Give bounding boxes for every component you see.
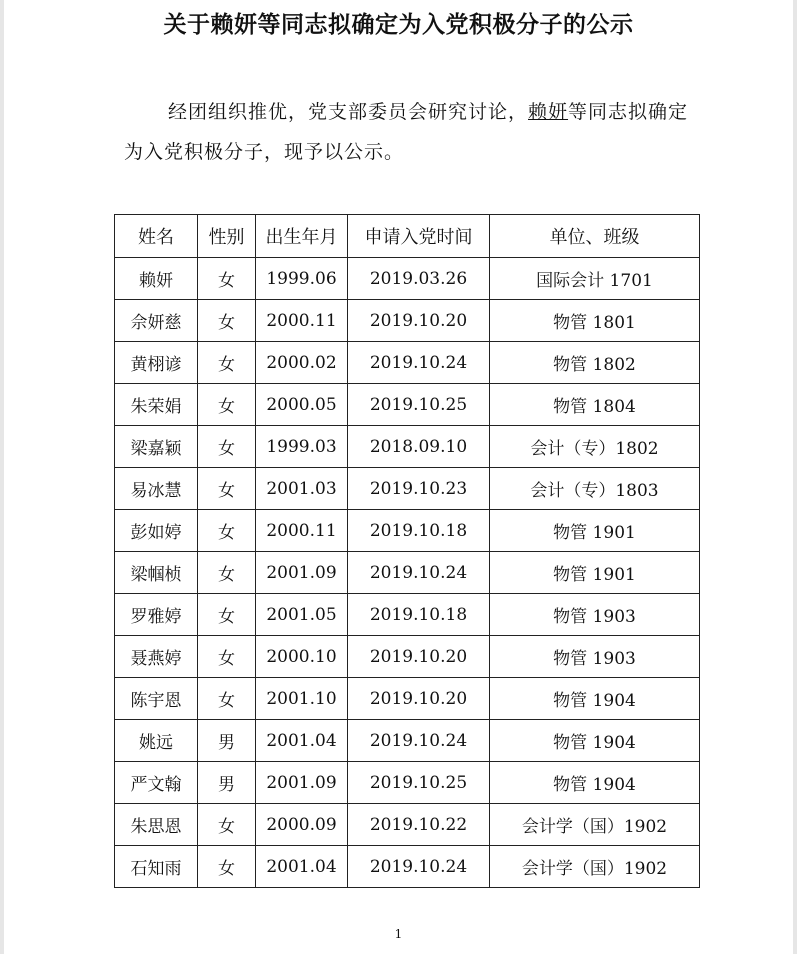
paragraph-underlined-name: 赖妍 [528, 101, 569, 123]
table-body [115, 258, 700, 888]
header-birth-date: 出生年月 [256, 215, 348, 258]
cell-unit-class: 物管 1901 [490, 552, 700, 594]
cell-application-date: 2019.10.20 [348, 300, 490, 342]
cell-name: 严文翰 [115, 762, 198, 804]
table-row [115, 846, 700, 888]
cell-unit-class: 物管 1801 [490, 300, 700, 342]
cell-gender: 女 [198, 510, 256, 552]
paragraph-text-before: 经团组织推优，党支部委员会研究讨论， [168, 101, 529, 123]
table-row [115, 636, 700, 678]
cell-application-date: 2018.09.10 [348, 426, 490, 468]
announcement-paragraph [124, 92, 704, 172]
cell-application-date: 2019.10.25 [348, 384, 490, 426]
cell-gender: 女 [198, 678, 256, 720]
header-application-date: 申请入党时间 [348, 215, 490, 258]
header-gender: 性别 [198, 215, 256, 258]
cell-unit-class: 会计学（国）1902 [490, 804, 700, 846]
cell-application-date: 2019.10.24 [348, 342, 490, 384]
paragraph-text-after: 等同志拟确定为入党积极分子，现予以公示。 [124, 101, 689, 163]
cell-name: 姚远 [115, 720, 198, 762]
cell-birth-date: 2000.10 [256, 636, 348, 678]
cell-birth-date: 2000.11 [256, 300, 348, 342]
cell-name: 陈宇恩 [115, 678, 198, 720]
cell-unit-class: 物管 1901 [490, 510, 700, 552]
cell-application-date: 2019.10.24 [348, 846, 490, 888]
candidate-table [114, 214, 700, 888]
cell-unit-class: 物管 1903 [490, 636, 700, 678]
table-row [115, 594, 700, 636]
table-row [115, 552, 700, 594]
table-header-row [115, 215, 700, 258]
cell-name: 梁帼桢 [115, 552, 198, 594]
cell-name: 罗雅婷 [115, 594, 198, 636]
cell-name: 石知雨 [115, 846, 198, 888]
cell-name: 朱荣娟 [115, 384, 198, 426]
cell-birth-date: 1999.06 [256, 258, 348, 300]
cell-name: 彭如婷 [115, 510, 198, 552]
cell-gender: 女 [198, 636, 256, 678]
cell-gender: 男 [198, 720, 256, 762]
table-row [115, 468, 700, 510]
cell-birth-date: 2000.05 [256, 384, 348, 426]
cell-application-date: 2019.10.18 [348, 510, 490, 552]
cell-gender: 女 [198, 552, 256, 594]
table-row [115, 804, 700, 846]
cell-gender: 女 [198, 426, 256, 468]
cell-gender: 女 [198, 300, 256, 342]
cell-gender: 女 [198, 342, 256, 384]
cell-birth-date: 2001.05 [256, 594, 348, 636]
cell-birth-date: 2000.11 [256, 510, 348, 552]
cell-name: 赖妍 [115, 258, 198, 300]
cell-application-date: 2019.10.22 [348, 804, 490, 846]
cell-unit-class: 物管 1904 [490, 720, 700, 762]
cell-application-date: 2019.10.20 [348, 678, 490, 720]
cell-birth-date: 2000.02 [256, 342, 348, 384]
cell-unit-class: 物管 1904 [490, 762, 700, 804]
cell-gender: 男 [198, 762, 256, 804]
page-edge-left [0, 0, 4, 954]
table-row [115, 426, 700, 468]
cell-name: 佘妍慈 [115, 300, 198, 342]
cell-birth-date: 1999.03 [256, 426, 348, 468]
cell-application-date: 2019.10.20 [348, 636, 490, 678]
cell-gender: 女 [198, 846, 256, 888]
cell-birth-date: 2001.03 [256, 468, 348, 510]
cell-birth-date: 2001.04 [256, 846, 348, 888]
header-name: 姓名 [115, 215, 198, 258]
page-number: 1 [394, 927, 403, 941]
cell-name: 易冰慧 [115, 468, 198, 510]
cell-application-date: 2019.03.26 [348, 258, 490, 300]
cell-name: 朱思恩 [115, 804, 198, 846]
header-unit-class: 单位、班级 [490, 215, 700, 258]
cell-birth-date: 2001.09 [256, 762, 348, 804]
cell-birth-date: 2001.04 [256, 720, 348, 762]
cell-gender: 女 [198, 468, 256, 510]
table-row [115, 384, 700, 426]
cell-unit-class: 国际会计 1701 [490, 258, 700, 300]
table-row [115, 720, 700, 762]
table-row [115, 300, 700, 342]
cell-application-date: 2019.10.24 [348, 552, 490, 594]
cell-gender: 女 [198, 258, 256, 300]
cell-birth-date: 2001.10 [256, 678, 348, 720]
cell-application-date: 2019.10.23 [348, 468, 490, 510]
cell-application-date: 2019.10.25 [348, 762, 490, 804]
cell-unit-class: 物管 1804 [490, 384, 700, 426]
cell-gender: 女 [198, 594, 256, 636]
table-row [115, 510, 700, 552]
page-edge-right [793, 0, 797, 954]
cell-name: 黄栩谚 [115, 342, 198, 384]
table-row [115, 762, 700, 804]
cell-gender: 女 [198, 804, 256, 846]
cell-name: 聂燕婷 [115, 636, 198, 678]
cell-unit-class: 会计（专）1802 [490, 426, 700, 468]
document-title: 关于赖妍等同志拟确定为入党积极分子的公示 [163, 12, 634, 38]
cell-name: 梁嘉颖 [115, 426, 198, 468]
table-row [115, 258, 700, 300]
table-row [115, 678, 700, 720]
cell-application-date: 2019.10.18 [348, 594, 490, 636]
cell-birth-date: 2001.09 [256, 552, 348, 594]
cell-application-date: 2019.10.24 [348, 720, 490, 762]
cell-unit-class: 物管 1903 [490, 594, 700, 636]
cell-unit-class: 会计（专）1803 [490, 468, 700, 510]
cell-gender: 女 [198, 384, 256, 426]
table-row [115, 342, 700, 384]
cell-unit-class: 物管 1802 [490, 342, 700, 384]
cell-unit-class: 会计学（国）1902 [490, 846, 700, 888]
cell-birth-date: 2000.09 [256, 804, 348, 846]
cell-unit-class: 物管 1904 [490, 678, 700, 720]
